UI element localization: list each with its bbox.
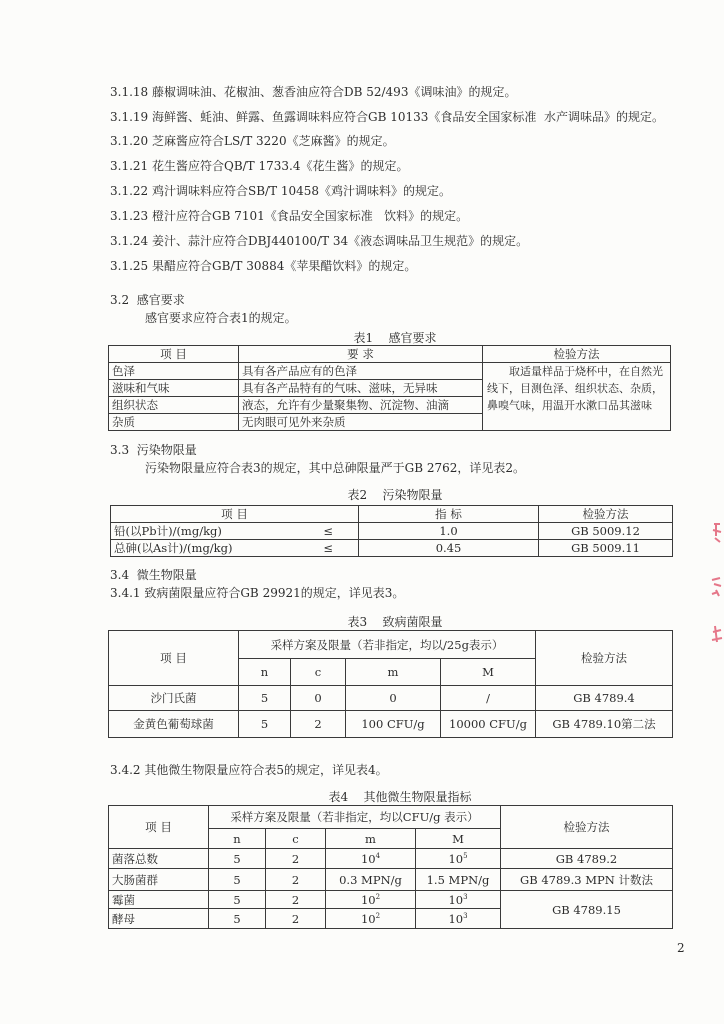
m-exponent: 2 [375, 892, 381, 901]
row-n: 5 [209, 869, 266, 891]
row-item: 菌落总数 [109, 849, 209, 869]
table-row [109, 711, 673, 738]
table1-sensory [108, 345, 671, 431]
clause-3-4-2: 3.4.2 其他微生物限量应符合表5的规定，详见表4。 [110, 763, 388, 777]
header-requirement: 要 求 [239, 346, 483, 363]
row-n: 5 [239, 686, 291, 711]
section-heading-sensory: 3.2 感官要求 [110, 293, 185, 307]
row-n: 5 [209, 891, 266, 909]
less-equal-sign: ≤ [323, 524, 333, 538]
header-item: 项 目 [109, 631, 239, 686]
header-item: 项 目 [109, 806, 209, 849]
header-m: m [346, 659, 441, 686]
header-n: n [239, 659, 291, 686]
row-item: 组织状态 [109, 397, 239, 414]
header-M: M [441, 659, 536, 686]
header-index: 指 标 [359, 506, 539, 523]
row-n: 5 [209, 849, 266, 869]
m-exponent: 4 [375, 851, 381, 860]
header-sampling: 采样方案及限量（若非指定，均以/25g表示） [239, 631, 536, 659]
row-item: 霉菌 [109, 891, 209, 909]
row-requirement: 无肉眼可见外来杂质 [239, 414, 483, 431]
M-exponent: 5 [463, 851, 468, 860]
clause-3-1-24: 3.1.24 姜汁、蒜汁应符合DBJ440100/T 34《液态调味品卫生规范》的规定。 [110, 234, 529, 248]
table4-other-microbes [108, 805, 673, 929]
row-M: / [441, 686, 536, 711]
row-requirement: 具有各产品应有的色泽 [239, 363, 483, 380]
clause-3-1-22: 3.1.22 鸡汁调味料应符合SB/T 10458《鸡汁调味料》的规定。 [110, 184, 452, 198]
section-heading-microbe: 3.4 微生物限量 [110, 568, 197, 582]
row-item: 沙门氏菌 [109, 686, 239, 711]
section-body-contaminants: 污染物限量应符合表3的规定，其中总砷限量严于GB 2762，详见表2。 [145, 461, 526, 475]
row-M: 1.5 MPN/g [416, 869, 501, 891]
table-row [109, 363, 671, 380]
row-item: 金黄色葡萄球菌 [109, 711, 239, 738]
clause-3-4-1: 3.4.1 致病菌限量应符合GB 29921的规定，详见表3。 [110, 586, 405, 600]
table-header-row [111, 506, 673, 523]
table3-pathogens [108, 630, 673, 738]
table-header-row [109, 806, 673, 829]
row-n: 5 [239, 711, 291, 738]
row-m [326, 891, 416, 909]
red-stamp-fragment [706, 520, 724, 650]
less-equal-sign: ≤ [323, 541, 333, 555]
table3-caption: 表3 致病菌限量 [347, 615, 443, 629]
header-method: 检验方法 [483, 346, 671, 363]
row-c: 2 [266, 909, 326, 929]
table-row [111, 540, 673, 557]
table2-caption: 表2 污染物限量 [347, 488, 443, 502]
row-item: 总砷(以As计)/(mg/kg) [114, 541, 233, 555]
clause-3-1-20: 3.1.20 芝麻酱应符合LS/T 3220《芝麻酱》的规定。 [110, 134, 395, 148]
row-m [326, 849, 416, 869]
clause-3-1-18: 3.1.18 藤椒调味油、花椒油、葱香油应符合DB 52/493《调味油》的规定。 [110, 85, 517, 99]
row-item: 铅(以Pb计)/(mg/kg) [114, 524, 222, 538]
row-n: 5 [209, 909, 266, 929]
row-c: 2 [291, 711, 346, 738]
clause-3-1-25: 3.1.25 果醋应符合GB/T 30884《苹果醋饮料》的规定。 [110, 259, 417, 273]
clause-3-1-23: 3.1.23 橙汁应符合GB 7101《食品安全国家标准 饮料》的规定。 [110, 209, 469, 223]
header-c: c [291, 659, 346, 686]
row-item: 杂质 [109, 414, 239, 431]
section-body-sensory: 感官要求应符合表1的规定。 [145, 311, 297, 325]
row-c: 2 [266, 869, 326, 891]
row-c: 2 [266, 891, 326, 909]
header-item: 项 目 [109, 346, 239, 363]
header-item: 项 目 [111, 506, 359, 523]
m-base: 10 [360, 851, 376, 866]
table-row [109, 686, 673, 711]
row-item-cell [111, 523, 359, 540]
row-value: 0.45 [359, 540, 539, 557]
row-item: 滋味和气味 [109, 380, 239, 397]
table-row [109, 869, 673, 891]
row-m: 0 [346, 686, 441, 711]
header-c: c [266, 829, 326, 849]
row-c: 0 [291, 686, 346, 711]
row-value: 1.0 [359, 523, 539, 540]
header-n: n [209, 829, 266, 849]
header-method: 检验方法 [539, 506, 673, 523]
row-M [416, 909, 501, 929]
row-M [416, 849, 501, 869]
merged-method-cell: 取适量样品于烧杯中，在自然光线下，目测色泽、组织状态、杂质，鼻嗅气味，用温开水漱口品其滋味 [483, 363, 671, 431]
header-m: m [326, 829, 416, 849]
M-base: 10 [448, 911, 464, 926]
section-heading-contaminants: 3.3 污染物限量 [110, 443, 197, 457]
row-method: GB 4789.2 [501, 849, 673, 869]
row-item: 大肠菌群 [109, 869, 209, 891]
M-base: 10 [448, 892, 464, 907]
m-base: 10 [360, 892, 376, 907]
row-item: 色泽 [109, 363, 239, 380]
table4-caption: 表4 其他微生物限量指标 [328, 790, 472, 804]
header-method: 检验方法 [501, 806, 673, 849]
M-base: 10 [448, 851, 464, 866]
table-row [109, 849, 673, 869]
clause-3-1-21: 3.1.21 花生酱应符合QB/T 1733.4《花生酱》的规定。 [110, 159, 409, 173]
header-sampling: 采样方案及限量（若非指定，均以CFU/g 表示） [209, 806, 501, 829]
M-exponent: 3 [463, 911, 468, 920]
merged-method-cell: GB 4789.15 [501, 891, 673, 929]
header-method: 检验方法 [536, 631, 673, 686]
row-method: GB 5009.12 [539, 523, 673, 540]
row-method: GB 4789.4 [536, 686, 673, 711]
row-m [326, 909, 416, 929]
m-exponent: 2 [375, 911, 381, 920]
table1-caption: 表1 感官要求 [353, 331, 437, 345]
row-method: GB 4789.10第二法 [536, 711, 673, 738]
m-base: 10 [360, 911, 376, 926]
page-number: 2 [677, 941, 685, 955]
row-M: 10000 CFU/g [441, 711, 536, 738]
row-requirement: 具有各产品特有的气味、滋味，无异味 [239, 380, 483, 397]
row-item: 酵母 [109, 909, 209, 929]
row-method: GB 4789.3 MPN 计数法 [501, 869, 673, 891]
table-header-row [109, 631, 673, 659]
row-item-cell [111, 540, 359, 557]
row-M [416, 891, 501, 909]
row-method: GB 5009.11 [539, 540, 673, 557]
table-header-row [109, 346, 671, 363]
row-m: 100 CFU/g [346, 711, 441, 738]
clause-3-1-19: 3.1.19 海鲜酱、蚝油、鲜露、鱼露调味料应符合GB 10133《食品安全国家标准 水产调味品》的规定。 [110, 110, 665, 124]
table2-contaminants [110, 505, 673, 557]
row-m: 0.3 MPN/g [326, 869, 416, 891]
row-requirement: 液态，允许有少量聚集物、沉淀物、油滴 [239, 397, 483, 414]
table-row [109, 891, 673, 909]
table-row [111, 523, 673, 540]
row-c: 2 [266, 849, 326, 869]
header-M: M [416, 829, 501, 849]
M-exponent: 3 [463, 892, 468, 901]
